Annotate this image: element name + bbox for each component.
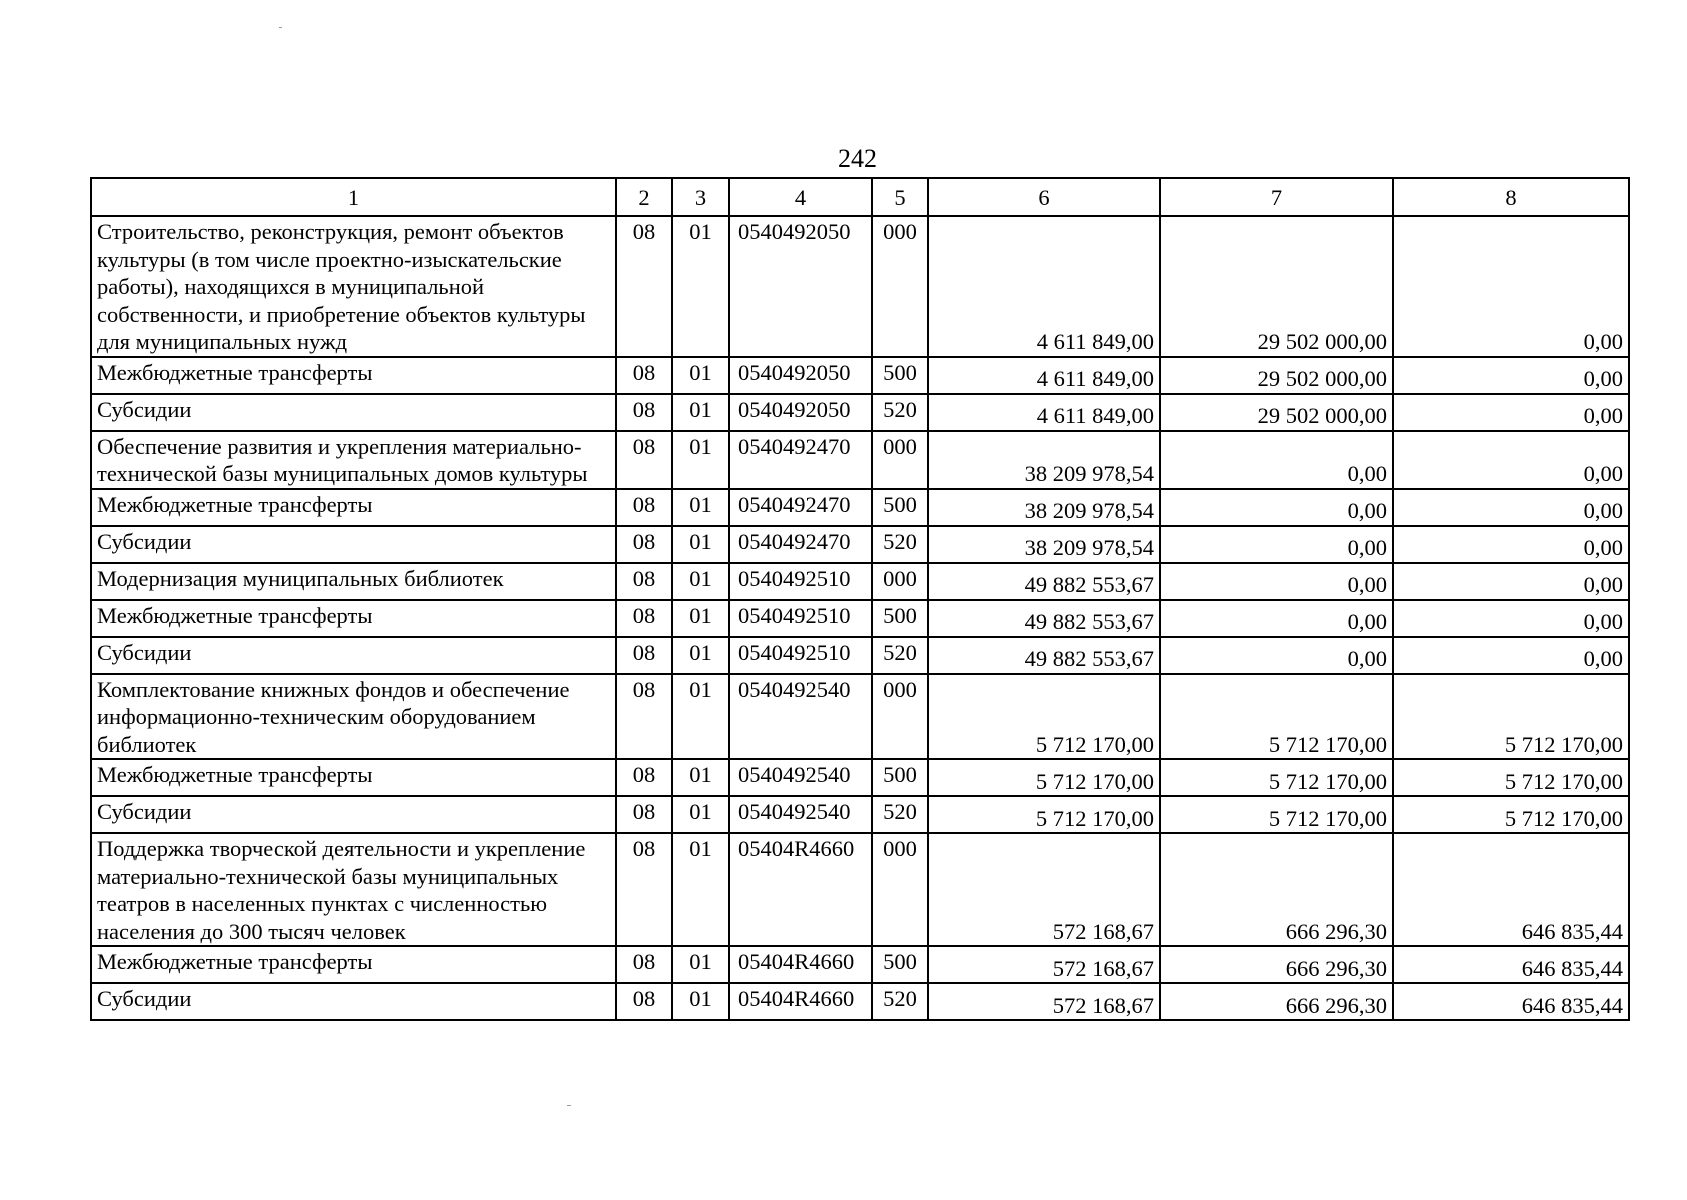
expense-type-cell: 500	[872, 600, 928, 637]
expense-type-cell: 520	[872, 796, 928, 833]
section-code-cell: 08	[616, 489, 672, 526]
amount-col7-cell: 0,00	[1160, 431, 1393, 489]
header-row	[91, 178, 1629, 216]
column-header: 7	[1160, 178, 1393, 216]
section-code-cell: 08	[616, 946, 672, 983]
expense-type-cell: 000	[872, 563, 928, 600]
amount-col6-cell: 5 712 170,00	[928, 759, 1160, 796]
subsection-code-cell: 01	[672, 357, 729, 394]
column-header: 5	[872, 178, 928, 216]
amount-col6-cell: 49 882 553,67	[928, 600, 1160, 637]
amount-col6-cell: 38 209 978,54	[928, 526, 1160, 563]
item-name-cell: Модернизация муниципальных библиотек	[91, 563, 616, 600]
amount-col8-cell: 0,00	[1393, 526, 1629, 563]
section-code-cell: 08	[616, 600, 672, 637]
target-article-cell: 0540492470	[729, 526, 872, 563]
amount-col6-cell: 572 168,67	[928, 983, 1160, 1020]
subsection-code-cell: 01	[672, 216, 729, 357]
item-name-cell: Межбюджетные трансферты	[91, 357, 616, 394]
subsection-code-cell: 01	[672, 637, 729, 674]
expense-type-cell: 500	[872, 357, 928, 394]
target-article-cell: 0540492510	[729, 563, 872, 600]
section-code-cell: 08	[616, 431, 672, 489]
amount-col7-cell: 666 296,30	[1160, 833, 1393, 946]
amount-col8-cell: 0,00	[1393, 600, 1629, 637]
subsection-code-cell: 01	[672, 526, 729, 563]
subsection-code-cell: 01	[672, 759, 729, 796]
amount-col8-cell: 0,00	[1393, 637, 1629, 674]
table-row	[91, 563, 1629, 600]
table-row	[91, 983, 1629, 1020]
page-number: 242	[838, 144, 877, 173]
amount-col7-cell: 5 712 170,00	[1160, 674, 1393, 760]
item-name-cell: Субсидии	[91, 796, 616, 833]
amount-col7-cell: 0,00	[1160, 526, 1393, 563]
amount-col7-cell: 29 502 000,00	[1160, 216, 1393, 357]
amount-col6-cell: 4 611 849,00	[928, 357, 1160, 394]
amount-col6-cell: 38 209 978,54	[928, 489, 1160, 526]
subsection-code-cell: 01	[672, 796, 729, 833]
item-name-cell: Субсидии	[91, 526, 616, 563]
amount-col6-cell: 572 168,67	[928, 946, 1160, 983]
expense-type-cell: 500	[872, 946, 928, 983]
column-header: 8	[1393, 178, 1629, 216]
subsection-code-cell: 01	[672, 674, 729, 760]
amount-col6-cell: 38 209 978,54	[928, 431, 1160, 489]
amount-col8-cell: 0,00	[1393, 357, 1629, 394]
table-row	[91, 674, 1629, 760]
amount-col6-cell: 49 882 553,67	[928, 563, 1160, 600]
amount-col7-cell: 0,00	[1160, 489, 1393, 526]
subsection-code-cell: 01	[672, 833, 729, 946]
amount-col8-cell: 646 835,44	[1393, 946, 1629, 983]
amount-col6-cell: 49 882 553,67	[928, 637, 1160, 674]
column-header: 3	[672, 178, 729, 216]
amount-col7-cell: 29 502 000,00	[1160, 394, 1393, 431]
amount-col8-cell: 5 712 170,00	[1393, 674, 1629, 760]
table-row	[91, 946, 1629, 983]
item-name-cell: Межбюджетные трансферты	[91, 946, 616, 983]
table-row	[91, 489, 1629, 526]
target-article-cell: 0540492470	[729, 489, 872, 526]
amount-col8-cell: 0,00	[1393, 216, 1629, 357]
expense-type-cell: 500	[872, 489, 928, 526]
amount-col8-cell: 646 835,44	[1393, 983, 1629, 1020]
item-name-cell: Межбюджетные трансферты	[91, 489, 616, 526]
table-row	[91, 526, 1629, 563]
amount-col8-cell: 646 835,44	[1393, 833, 1629, 946]
expense-type-cell: 520	[872, 394, 928, 431]
section-code-cell: 08	[616, 637, 672, 674]
target-article-cell: 05404R4660	[729, 946, 872, 983]
item-name-cell: Межбюджетные трансферты	[91, 600, 616, 637]
subsection-code-cell: 01	[672, 489, 729, 526]
table-row	[91, 759, 1629, 796]
scan-speck-top	[279, 27, 282, 28]
item-name-cell: Субсидии	[91, 983, 616, 1020]
expense-type-cell: 000	[872, 674, 928, 760]
amount-col6-cell: 572 168,67	[928, 833, 1160, 946]
subsection-code-cell: 01	[672, 983, 729, 1020]
subsection-code-cell: 01	[672, 600, 729, 637]
expense-type-cell: 000	[872, 431, 928, 489]
budget-table	[90, 177, 1630, 1021]
target-article-cell: 0540492050	[729, 357, 872, 394]
target-article-cell: 05404R4660	[729, 833, 872, 946]
table-row	[91, 796, 1629, 833]
subsection-code-cell: 01	[672, 563, 729, 600]
expense-type-cell: 520	[872, 637, 928, 674]
item-name-cell: Субсидии	[91, 394, 616, 431]
section-code-cell: 08	[616, 674, 672, 760]
amount-col7-cell: 0,00	[1160, 637, 1393, 674]
amount-col6-cell: 4 611 849,00	[928, 216, 1160, 357]
subsection-code-cell: 01	[672, 431, 729, 489]
section-code-cell: 08	[616, 357, 672, 394]
target-article-cell: 0540492510	[729, 637, 872, 674]
table-row	[91, 833, 1629, 946]
table-row	[91, 431, 1629, 489]
expense-type-cell: 500	[872, 759, 928, 796]
amount-col8-cell: 0,00	[1393, 431, 1629, 489]
expense-type-cell: 520	[872, 983, 928, 1020]
table-body	[91, 216, 1629, 1020]
target-article-cell: 0540492540	[729, 796, 872, 833]
table-row	[91, 357, 1629, 394]
item-name-cell: Субсидии	[91, 637, 616, 674]
target-article-cell: 0540492050	[729, 394, 872, 431]
section-code-cell: 08	[616, 759, 672, 796]
amount-col6-cell: 4 611 849,00	[928, 394, 1160, 431]
section-code-cell: 08	[616, 796, 672, 833]
subsection-code-cell: 01	[672, 394, 729, 431]
amount-col8-cell: 0,00	[1393, 489, 1629, 526]
amount-col7-cell: 666 296,30	[1160, 983, 1393, 1020]
amount-col7-cell: 0,00	[1160, 600, 1393, 637]
item-name-cell: Обеспечение развития и укрепления материально-технической базы муниципальных домов культуры	[91, 431, 616, 489]
target-article-cell: 0540492050	[729, 216, 872, 357]
item-name-cell: Комплектование книжных фондов и обеспечение информационно-техническим оборудованием библиотек	[91, 674, 616, 760]
amount-col6-cell: 5 712 170,00	[928, 674, 1160, 760]
amount-col8-cell: 0,00	[1393, 563, 1629, 600]
column-header: 2	[616, 178, 672, 216]
section-code-cell: 08	[616, 983, 672, 1020]
amount-col7-cell: 5 712 170,00	[1160, 796, 1393, 833]
amount-col8-cell: 0,00	[1393, 394, 1629, 431]
expense-type-cell: 520	[872, 526, 928, 563]
column-header: 1	[91, 178, 616, 216]
section-code-cell: 08	[616, 833, 672, 946]
expense-type-cell: 000	[872, 833, 928, 946]
column-header: 4	[729, 178, 872, 216]
table-row	[91, 394, 1629, 431]
section-code-cell: 08	[616, 394, 672, 431]
amount-col7-cell: 0,00	[1160, 563, 1393, 600]
item-name-cell: Межбюджетные трансферты	[91, 759, 616, 796]
section-code-cell: 08	[616, 216, 672, 357]
amount-col7-cell: 5 712 170,00	[1160, 759, 1393, 796]
target-article-cell: 0540492470	[729, 431, 872, 489]
target-article-cell: 0540492540	[729, 759, 872, 796]
item-name-cell: Поддержка творческой деятельности и укрепление материально-технической базы муниципальных театров в населенных пунктах с численностью населения до 300 тысяч человек	[91, 833, 616, 946]
table-row	[91, 600, 1629, 637]
section-code-cell: 08	[616, 563, 672, 600]
expense-type-cell: 000	[872, 216, 928, 357]
section-code-cell: 08	[616, 526, 672, 563]
amount-col7-cell: 666 296,30	[1160, 946, 1393, 983]
table-row	[91, 216, 1629, 357]
subsection-code-cell: 01	[672, 946, 729, 983]
amount-col7-cell: 29 502 000,00	[1160, 357, 1393, 394]
target-article-cell: 05404R4660	[729, 983, 872, 1020]
table-row	[91, 637, 1629, 674]
amount-col8-cell: 5 712 170,00	[1393, 759, 1629, 796]
target-article-cell: 0540492510	[729, 600, 872, 637]
column-header: 6	[928, 178, 1160, 216]
target-article-cell: 0540492540	[729, 674, 872, 760]
scan-speck-bottom	[567, 1105, 571, 1106]
amount-col6-cell: 5 712 170,00	[928, 796, 1160, 833]
item-name-cell: Строительство, реконструкция, ремонт объектов культуры (в том числе проектно-изыскательские работы), находящихся в муниципальной собственности, и приобретение объектов культуры для муниципальных нужд	[91, 216, 616, 357]
amount-col8-cell: 5 712 170,00	[1393, 796, 1629, 833]
